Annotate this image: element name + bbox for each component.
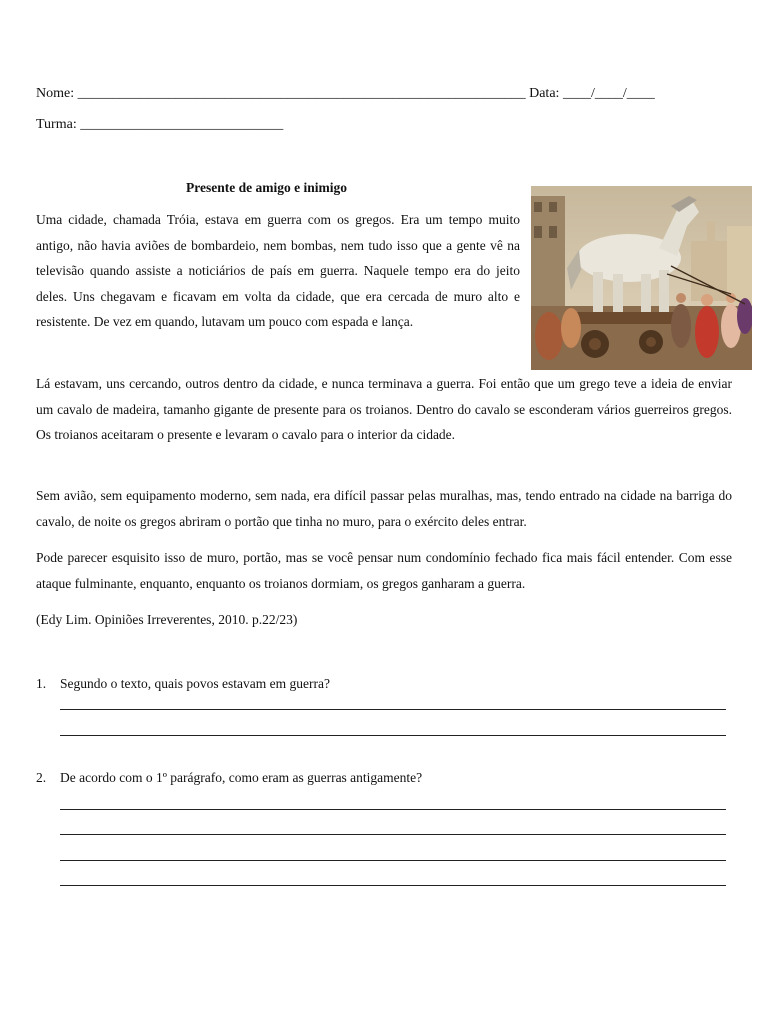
nome-blank[interactable]: ________________________________________________________________ xyxy=(77,86,526,101)
trojan-horse-painting xyxy=(531,186,752,370)
header-line-turma xyxy=(36,117,283,133)
data-blank[interactable]: ____/____/____ xyxy=(562,86,655,101)
data-label: Data: xyxy=(529,86,560,101)
question-text: De acordo com o 1º parágrafo, como eram as guerras antigamente? xyxy=(60,770,423,785)
answer-line[interactable] xyxy=(60,709,726,710)
question-1 xyxy=(36,676,330,692)
paragraph-1: Uma cidade, chamada Tróia, estava em guerra com os gregos. Era um tempo muito antigo, não havia aviões de bombardeio, nem bombas, nem tudo isso que a gente vê na televisão quando assiste a noticiários de país em guerra. Naquele tempo era do jeito deles. Uns chegavam e ficavam em volta da cidade, que era cercada de muro alto e resistente. De vez em quando, lutavam um pouco com espada e lança. xyxy=(36,212,520,329)
question-text: Segundo o texto, quais povos estavam em guerra? xyxy=(60,676,330,691)
answer-line[interactable] xyxy=(60,860,726,861)
question-number: 2. xyxy=(36,770,47,785)
paragraph-3: Sem avião, sem equipamento moderno, sem nada, era difícil passar pelas muralhas, mas, tendo entrado na cidade na barriga do cavalo, de noite os gregos abriram o portão que tinha no muro, para o exército deles entrar. xyxy=(36,488,732,529)
answer-line[interactable] xyxy=(60,834,726,835)
header-line-nome xyxy=(36,86,655,102)
answer-line[interactable] xyxy=(60,809,726,810)
question-number: 1. xyxy=(36,676,47,691)
nome-label: Nome: xyxy=(36,86,75,101)
answer-line[interactable] xyxy=(60,735,726,736)
answer-line[interactable] xyxy=(60,885,726,886)
citation: (Edy Lim. Opiniões Irreverentes, 2010. p.22/23) xyxy=(36,612,298,627)
paragraph-2: Lá estavam, uns cercando, outros dentro da cidade, e nunca terminava a guerra. Foi então que um grego teve a ideia de enviar um cavalo de madeira, tamanho gigante de presente para os troianos. Dentro do cavalo se esconderam vários guerreiros gregos. Os troianos aceitaram o presente e levaram o cavalo para o interior da cidade. xyxy=(36,376,732,442)
turma-label: Turma: xyxy=(36,117,77,132)
turma-blank[interactable]: _____________________________ xyxy=(80,117,284,132)
paragraph-4: Pode parecer esquisito isso de muro, portão, mas se você pensar num condomínio fechado fica mais fácil entender. Com esse ataque fulminante, enquanto, enquanto os troianos dormiam, os gregos ganharam a guerra. xyxy=(36,550,732,591)
question-2 xyxy=(36,770,422,786)
article-title: Presente de amigo e inimigo xyxy=(186,180,347,195)
